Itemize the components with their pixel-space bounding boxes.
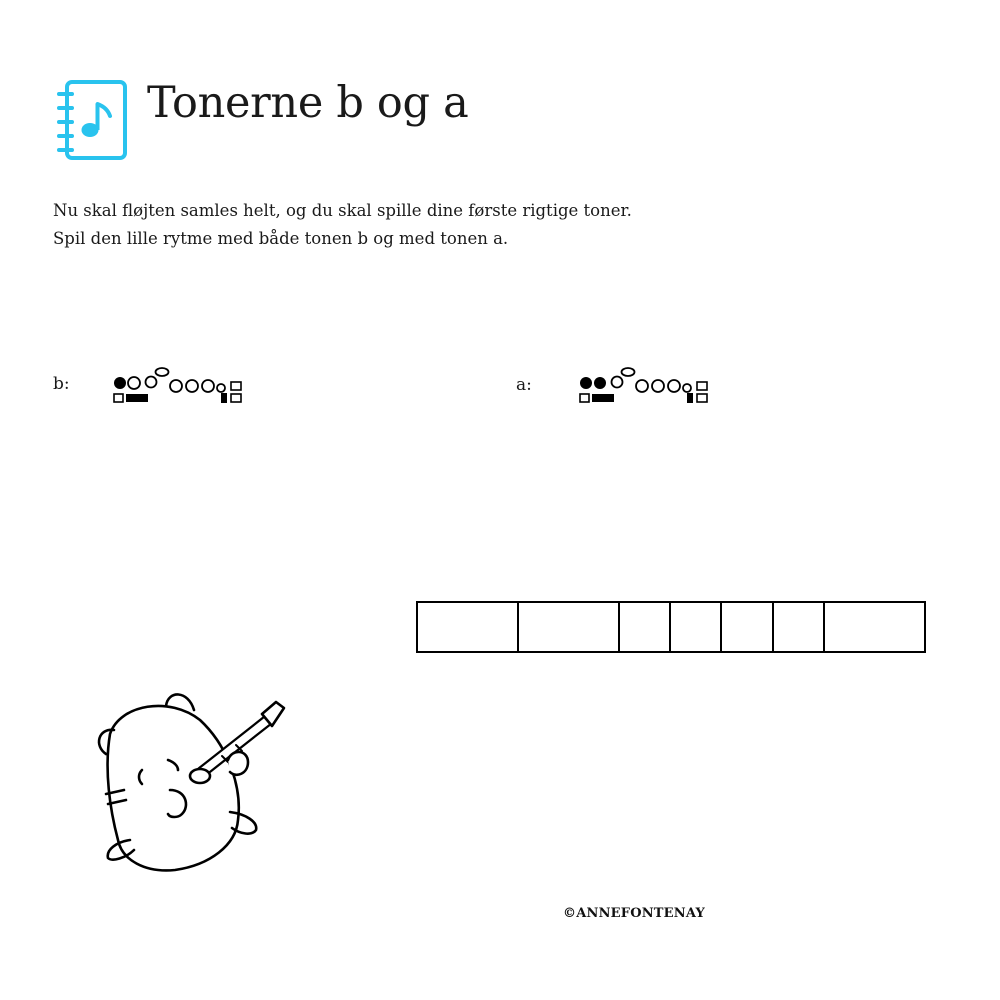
rhythm-cell [519, 603, 620, 651]
rhythm-cell [722, 603, 773, 651]
rhythm-cell [418, 603, 519, 651]
note-b-label: b: [53, 374, 70, 394]
rhythm-box-row [416, 601, 926, 653]
copyright-text: ©ANNEFONTENAY [563, 906, 705, 921]
rhythm-cell [774, 603, 825, 651]
instruction-line-1: Nu skal fløjten samles helt, og du skal spille dine første rigtige toner. [53, 201, 632, 220]
instructions [53, 197, 953, 253]
rhythm-cell [620, 603, 671, 651]
music-notebook-icon [56, 78, 132, 162]
rhythm-cell [671, 603, 722, 651]
page-title: Tonerne b og a [147, 78, 469, 128]
note-a-label: a: [516, 375, 532, 395]
instruction-line-2: Spil den lille rytme med både tonen b og med tonen a. [53, 229, 509, 248]
recorder-fingering-b-icon [112, 366, 244, 406]
hamster-playing-recorder-icon [90, 690, 300, 880]
recorder-fingering-a-icon [578, 366, 710, 406]
rhythm-cell [825, 603, 924, 651]
